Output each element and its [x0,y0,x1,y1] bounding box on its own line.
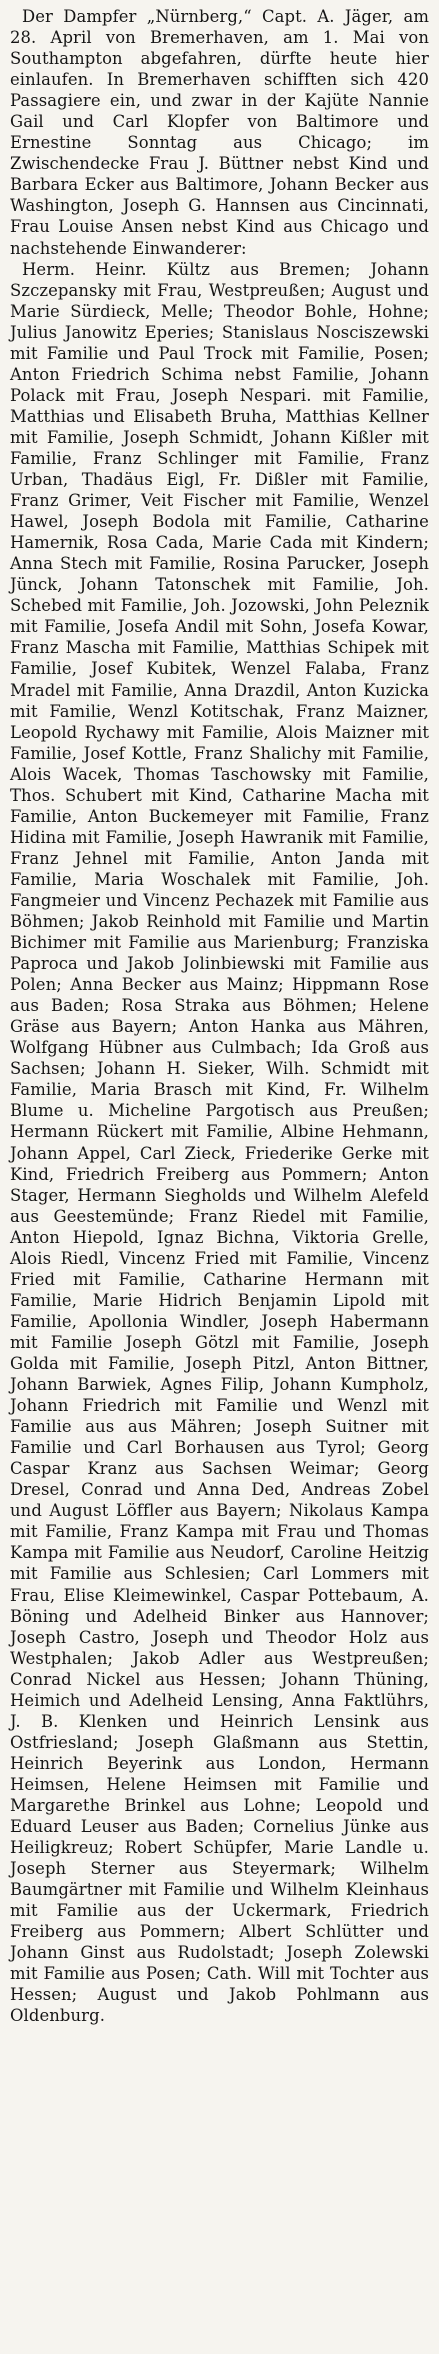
article-intro-paragraph: Der Dampfer „Nürnberg,“ Capt. A. Jäger, am 28. April von Bremerhaven, am 1. Mai von Southampton abgefahren, dürfte heute hier einlaufen. In Bremerhaven schifften sich 420 Passagiere ein, und zwar in der Kajüte Nannie Gail und Carl Klopfer von Baltimore und Ernestine Sonntag aus Chicago; im Zwischendecke Frau J. Büttner nebst Kind und Barbara Ecker aus Baltimore, Johann Becker aus Washington, Joseph G. Hannsen aus Cincinnati, Frau Louise Ansen nebst Kind aus Chicago und nachstehende Einwanderer: [10,7,429,258]
passenger-list-paragraph: Herm. Heinr. Kültz aus Bremen; Johann Szczepansky mit Frau, Westpreußen; August und Marie Sürdieck, Melle; Theodor Bohle, Hohne; Julius Janowitz Eperies; Stanislaus Nosciszewski mit Familie und Paul Trock mit Familie, Posen; Anton Friedrich Schima nebst Familie, Johann Polack mit Frau, Joseph Nespari. mit Familie, Matthias und Elisabeth Bruha, Matthias Kellner mit Familie, Joseph Schmidt, Johann Kißler mit Familie, Franz Schlinger mit Familie, Franz Urban, Thadäus Eigl, Fr. Dißler mit Familie, Franz Grimer, Veit Fischer mit Familie, Wenzel Hawel, Joseph Bodola mit Familie, Catharine Hamernik, Rosa Cada, Marie Cada mit Kindern; Anna Stech mit Familie, Rosina Parucker, Joseph Jünck, Johann Tatonschek mit Familie, Joh. Schebed mit Familie, Joh. Jozowski, John Peleznik mit Familie, Josefa Andil mit Sohn, Josefa Kowar, Franz Mascha mit Familie, Matthias Schipek mit Familie, Josef Kubitek, Wenzel Falaba, Franz Mradel mit Familie, Anna Drazdil, Anton Kuzicka mit Familie, Wenzl Kotitschak, Franz Maizner, Leopold Rychawy mit Familie, Alois Maizner mit Familie, Josef Kottle, Franz Shalichy mit Familie, Alois Wacek, Thomas Taschowsky mit Familie, Thos. Schubert mit Kind, Catharine Macha mit Familie, Anton Buckemeyer mit Familie, Franz Hidina mit Familie, Joseph Hawranik mit Familie, Franz Jehnel mit Familie, Anton Janda mit Familie, Maria Woschalek mit Familie, Joh. Fangmeier und Vincenz Pechazek mit Familie aus Böhmen; Jakob Reinhold mit Familie und Martin Bichimer mit Familie aus Marienburg; Franziska Paproca und Jakob Jolinbiewski mit Familie aus Polen; Anna Becker aus Mainz; Hippmann Rose aus Baden; Rosa Straka aus Böhmen; Helene Gräse aus Bayern; Anton Hanka aus Mähren, Wolfgang Hübner aus Culmbach; Ida Groß aus Sachsen; Johann H. Sieker, Wilh. Schmidt mit Familie, Maria Brasch mit Kind, Fr. Wilhelm Blume u. Micheline Pargotisch aus Preußen; Hermann Rückert mit Familie, Albine Hehmann, Johann Appel, Carl Zieck, Friederike Gerke mit Kind, Friedrich Freiberg aus Pommern; Anton Stager, Hermann Siegholds und Wilhelm Alefeld aus Geestemünde; Franz Riedel mit Familie, Anton Hiepold, Ignaz Bichna, Viktoria Grelle, Alois Riedl, Vincenz Fried mit Familie, Vincenz Fried mit Familie, Catharine Hermann mit Familie, Marie Hidrich Benjamin Lipold mit Familie, Apollonia Windler, Joseph Habermann mit Familie Joseph Götzl mit Familie, Joseph Golda mit Familie, Joseph Pitzl, Anton Bittner, Johann Barwiek, Agnes Filip, Johann Kumpholz, Johann Friedrich mit Familie und Wenzl mit Familie aus aus Mähren; Joseph Suitner mit Familie und Carl Borhausen aus Tyrol; Georg Caspar Kranz aus Sachsen Weimar; Georg Dresel, Conrad und Anna Ded, Andreas Zobel und August Löffler aus Bayern; Nikolaus Kampa mit Familie, Franz Kampa mit Frau und Thomas Kampa mit Familie aus Neudorf, Caroline Heitzig mit Familie aus Schlesien; Carl Lommers mit Frau, Elise Kleimewinkel, Caspar Pottebaum, A. Böning und Adelheid Binker aus Hannover; Joseph Castro, Joseph und Theodor Holz aus Westphalen; Jakob Adler aus Westpreußen; Conrad Nickel aus Hessen; Johann Thüning, Heimich und Adelheid Lensing, Anna Faktlührs, J. B. Klenken und Heinrich Lensink aus Ostfriesland; Joseph Glaßmann aus Stettin, Heinrich Beyerink aus London, Hermann Heimsen, Helene Heimsen mit Familie und Margarethe Brinkel aus Lohne; Leopold und Eduard Leuser aus Baden; Cornelius Jünke aus Heiligkreuz; Robert Schüpfer, Marie Landle u. Joseph Sterner aus Steyermark; Wilhelm Baumgärtner mit Familie und Wilhelm Kleinhaus mit Familie aus der Uckermark, Friedrich Freiberg aus Pommern; Albert Schlütter und Johann Ginst aus Rudolstadt; Joseph Zolewski mit Familie aus Posen; Cath. Will mit Tochter aus Hessen; August und Jakob Pohlmann aus Oldenburg. [10,259,429,2026]
